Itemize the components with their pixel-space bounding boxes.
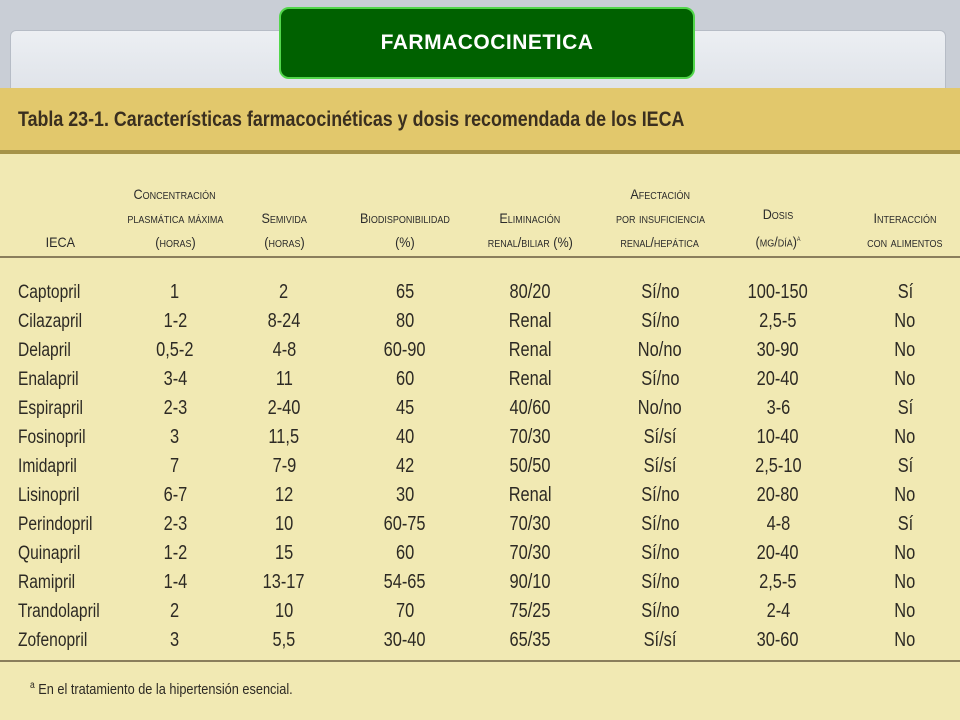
table-cell: [110, 597, 240, 626]
column-header-superscript: a: [796, 233, 801, 244]
cell-text: 2,5-5: [759, 310, 797, 332]
table-cell: [470, 365, 590, 394]
cell-text: 3: [170, 629, 180, 651]
cell-text: Trandolapril: [18, 600, 100, 622]
table-cell: [340, 452, 470, 481]
table-cell: [340, 307, 470, 336]
cell-text: 30-90: [757, 339, 799, 361]
cell-text: 1-4: [163, 571, 187, 593]
cell-text: Perindopril: [18, 513, 93, 535]
table-cell: [224, 423, 344, 452]
cell-text: Enalapril: [18, 368, 79, 390]
table-cell: [840, 278, 960, 307]
cell-text: 20-40: [757, 542, 799, 564]
cell-text: No: [894, 368, 916, 390]
cell-text: Renal: [508, 310, 552, 332]
table-cell: [840, 568, 960, 597]
cell-text: 60: [395, 368, 415, 390]
cell-text: 3-6: [766, 397, 790, 419]
table-bottom-divider: [0, 660, 960, 662]
header-title: FARMACOCINETICA: [380, 31, 594, 54]
cell-text: No: [894, 542, 916, 564]
cell-text: 2,5-10: [754, 455, 802, 477]
cell-text: Fosinopril: [18, 426, 86, 448]
table-cell: [718, 365, 838, 394]
table-cell: [340, 423, 470, 452]
cell-text: No: [894, 629, 916, 651]
table-cell: [224, 307, 344, 336]
cell-text: Sí/no: [640, 281, 680, 303]
cell-text: No: [894, 571, 916, 593]
cell-text: 40: [395, 426, 415, 448]
cell-text: 8-24: [267, 310, 301, 332]
table-cell: [718, 481, 838, 510]
table-row: [0, 365, 960, 394]
table-row: [0, 568, 960, 597]
cell-text: 3: [170, 426, 180, 448]
table-cell: [718, 307, 838, 336]
table-cell: [840, 307, 960, 336]
table-cell: [110, 452, 240, 481]
table-row: [0, 307, 960, 336]
cell-text: Sí: [897, 455, 913, 477]
table-cell: [840, 626, 960, 655]
cell-text: Sí/no: [640, 368, 680, 390]
footnote-text: En el tratamiento de la hipertensión esencial.: [38, 681, 293, 698]
table-cell: [470, 452, 590, 481]
cell-text: 1: [170, 281, 180, 303]
table-cell: [224, 510, 344, 539]
table-cell: [718, 278, 838, 307]
cell-text: Espirapril: [18, 397, 83, 419]
cell-text: 4-8: [272, 339, 296, 361]
table-cell: [340, 481, 470, 510]
table-row: [0, 597, 960, 626]
table-footnote: [30, 680, 293, 698]
cell-text: 70/30: [509, 513, 551, 535]
cell-text: 70: [395, 600, 415, 622]
column-header-line: Dosis: [762, 206, 794, 223]
table-cell: [470, 626, 590, 655]
cell-text: No: [894, 310, 916, 332]
table-cell: [718, 394, 838, 423]
column-header: [340, 154, 470, 254]
cell-text: Sí/no: [640, 542, 680, 564]
header-banner: [279, 7, 695, 79]
table-cell: [718, 452, 838, 481]
column-header-line: por insuficiencia: [615, 210, 705, 226]
table-cell: [110, 481, 240, 510]
table-cell: [718, 568, 838, 597]
cell-text: 60: [395, 542, 415, 564]
table-cell: [595, 452, 725, 481]
table-cell: [340, 539, 470, 568]
cell-text: Renal: [508, 339, 552, 361]
cell-text: No: [894, 339, 916, 361]
table-cell: [110, 568, 240, 597]
cell-text: 12: [274, 484, 294, 506]
table-cell: [224, 365, 344, 394]
cell-text: 30: [395, 484, 415, 506]
table-cell: [340, 394, 470, 423]
table-cell: [470, 307, 590, 336]
table-cell: [595, 307, 725, 336]
table-cell: [718, 539, 838, 568]
cell-text: 10-40: [757, 426, 799, 448]
column-header-line: Afectación: [630, 186, 690, 202]
column-header-line: con alimentos: [867, 234, 943, 250]
cell-text: Sí: [897, 397, 913, 419]
table-cell: [340, 626, 470, 655]
cell-text: No: [894, 426, 916, 448]
column-header: [718, 154, 838, 254]
table-cell: [340, 365, 470, 394]
cell-text: 5,5: [272, 629, 296, 651]
table-cell: [224, 452, 344, 481]
cell-text: 80: [395, 310, 415, 332]
table-cell: [595, 278, 725, 307]
cell-text: 10: [274, 513, 294, 535]
cell-text: Sí/sí: [643, 426, 677, 448]
table-row: [0, 423, 960, 452]
table-cell: [224, 336, 344, 365]
cell-text: 100-150: [747, 281, 809, 303]
table-cell: [840, 365, 960, 394]
cell-text: 2-40: [267, 397, 301, 419]
cell-text: 13-17: [263, 571, 305, 593]
table-cell: [224, 394, 344, 423]
table-cell: [470, 336, 590, 365]
table-cell: [595, 597, 725, 626]
table-cell: [595, 365, 725, 394]
cell-text: 7-9: [272, 455, 296, 477]
table-cell: [595, 481, 725, 510]
table-cell: [110, 336, 240, 365]
cell-text: 70/30: [509, 426, 551, 448]
column-header-line: (horas): [154, 234, 196, 250]
table-row: [0, 626, 960, 655]
cell-text: 11,5: [268, 426, 300, 448]
column-header: [840, 154, 960, 254]
table-cell: [718, 597, 838, 626]
cell-text: 65/35: [509, 629, 551, 651]
table-cell: [840, 510, 960, 539]
table-cell: [110, 510, 240, 539]
cell-text: 20-40: [757, 368, 799, 390]
table-cell: [340, 278, 470, 307]
table-cell: [110, 365, 240, 394]
table-cell: [470, 394, 590, 423]
cell-text: 30-40: [384, 629, 426, 651]
cell-text: 50/50: [509, 455, 551, 477]
column-header: [224, 154, 344, 254]
cell-text: 90/10: [509, 571, 551, 593]
table-cell: [595, 626, 725, 655]
table-cell: [595, 568, 725, 597]
cell-text: 15: [274, 542, 294, 564]
cell-text: No: [894, 484, 916, 506]
cell-text: No/no: [638, 397, 682, 419]
cell-text: Sí/no: [640, 600, 680, 622]
table-cell: [110, 423, 240, 452]
table-header-row: [0, 154, 960, 254]
table-cell: [470, 539, 590, 568]
table-cell: [224, 278, 344, 307]
cell-text: 65: [395, 281, 415, 303]
cell-text: Quinapril: [18, 542, 81, 564]
column-header-line: Biodisponibilidad: [360, 210, 450, 226]
cell-text: 1-2: [163, 310, 187, 332]
cell-text: 80/20: [509, 281, 551, 303]
cell-text: Ramipril: [18, 571, 76, 593]
table-cell: [340, 568, 470, 597]
column-header-line-text: (mg/día): [755, 234, 797, 250]
cell-text: 1-2: [163, 542, 187, 564]
column-header: [110, 154, 240, 254]
table-cell: [718, 510, 838, 539]
cell-text: 2-3: [163, 513, 187, 535]
cell-text: Sí/sí: [643, 455, 677, 477]
table-cell: [718, 336, 838, 365]
table-cell: [840, 336, 960, 365]
cell-text: 20-80: [757, 484, 799, 506]
table-cell: [595, 539, 725, 568]
cell-text: 3-4: [163, 368, 187, 390]
cell-text: No/no: [638, 339, 682, 361]
table-cell: [224, 481, 344, 510]
table-cell: [470, 481, 590, 510]
table-cell: [110, 278, 240, 307]
table-cell: [470, 510, 590, 539]
column-header-line: (horas): [263, 234, 305, 250]
column-header-line: renal/biliar (%): [487, 234, 573, 250]
column-header-line: Semivida: [261, 210, 307, 226]
table-cell: [840, 452, 960, 481]
cell-text: Sí: [897, 281, 913, 303]
column-header-line: Interacción: [873, 210, 937, 226]
cell-text: Delapril: [18, 339, 71, 361]
cell-text: 2: [279, 281, 289, 303]
table-row: [0, 481, 960, 510]
column-header-line: renal/hepática: [620, 234, 700, 250]
cell-text: Imidapril: [18, 455, 77, 477]
column-header: [470, 154, 590, 254]
table-cell: [595, 394, 725, 423]
cell-text: 40/60: [509, 397, 551, 419]
cell-text: 10: [274, 600, 294, 622]
table-cell: [110, 626, 240, 655]
table-cell: [840, 481, 960, 510]
cell-text: Zofenopril: [18, 629, 88, 651]
cell-text: Sí/no: [640, 310, 680, 332]
cell-text: Sí/no: [640, 513, 680, 535]
cell-text: 42: [395, 455, 415, 477]
table-cell: [718, 423, 838, 452]
table-row: [0, 278, 960, 307]
table-cell: [224, 568, 344, 597]
table-cell: [340, 510, 470, 539]
table-cell: [224, 597, 344, 626]
table-row: [0, 452, 960, 481]
cell-text: 70/30: [509, 542, 551, 564]
cell-text: Sí: [897, 513, 913, 535]
cell-text: 60-90: [384, 339, 426, 361]
column-header-line: Eliminación: [499, 210, 561, 226]
cell-text: 45: [395, 397, 415, 419]
cell-text: 75/25: [509, 600, 551, 622]
table-cell: [840, 539, 960, 568]
cell-text: Sí/no: [640, 484, 680, 506]
column-header: [10, 154, 110, 254]
cell-text: 6-7: [163, 484, 187, 506]
cell-text: 2,5-5: [759, 571, 797, 593]
table-cell: [840, 423, 960, 452]
cell-text: 2: [170, 600, 180, 622]
table-cell: [340, 336, 470, 365]
column-header-line: plasmática máxima: [126, 210, 224, 226]
cell-text: Renal: [508, 484, 552, 506]
table-cell: [470, 568, 590, 597]
column-header-line: Concentración: [133, 186, 217, 202]
footnote-marker: a: [30, 680, 35, 691]
table-cell: [224, 539, 344, 568]
cell-text: Lisinopril: [18, 484, 80, 506]
cell-text: 2-3: [163, 397, 187, 419]
table-title: Tabla 23-1. Características farmacocinéticas y dosis recomendada de los IECA: [18, 108, 685, 131]
cell-text: Captopril: [18, 281, 81, 303]
header-divider: [0, 256, 960, 258]
table-cell: [470, 423, 590, 452]
cell-text: Cilazapril: [18, 310, 83, 332]
column-header: [595, 154, 725, 254]
table-cell: [595, 423, 725, 452]
table-cell: [110, 394, 240, 423]
cell-text: Sí/no: [640, 571, 680, 593]
cell-text: Renal: [508, 368, 552, 390]
cell-text: 0,5-2: [156, 339, 194, 361]
table-row: [0, 394, 960, 423]
cell-text: 54-65: [384, 571, 426, 593]
table-cell: [110, 539, 240, 568]
table-cell: [470, 278, 590, 307]
table-cell: [595, 510, 725, 539]
cell-text: 2-4: [766, 600, 790, 622]
column-header-line: [755, 226, 800, 254]
cell-text: 60-75: [384, 513, 426, 535]
column-header-line: IECA: [45, 234, 75, 250]
column-header-line: (%): [395, 234, 415, 250]
cell-text: 4-8: [766, 513, 790, 535]
table-cell: [470, 597, 590, 626]
cell-text: Sí/sí: [643, 629, 677, 651]
table-cell: [718, 626, 838, 655]
cell-text: No: [894, 600, 916, 622]
table-cell: [840, 394, 960, 423]
table-row: [0, 510, 960, 539]
table-cell: [340, 597, 470, 626]
table-cell: [224, 626, 344, 655]
table-row: [0, 539, 960, 568]
cell-text: 7: [170, 455, 180, 477]
table-cell: [840, 597, 960, 626]
table-body: [0, 278, 960, 655]
table-cell: [595, 336, 725, 365]
table-row: [0, 336, 960, 365]
cell-text: 30-60: [757, 629, 799, 651]
table-cell: [110, 307, 240, 336]
pharmacokinetics-table: [0, 88, 960, 720]
cell-text: 11: [275, 368, 293, 390]
